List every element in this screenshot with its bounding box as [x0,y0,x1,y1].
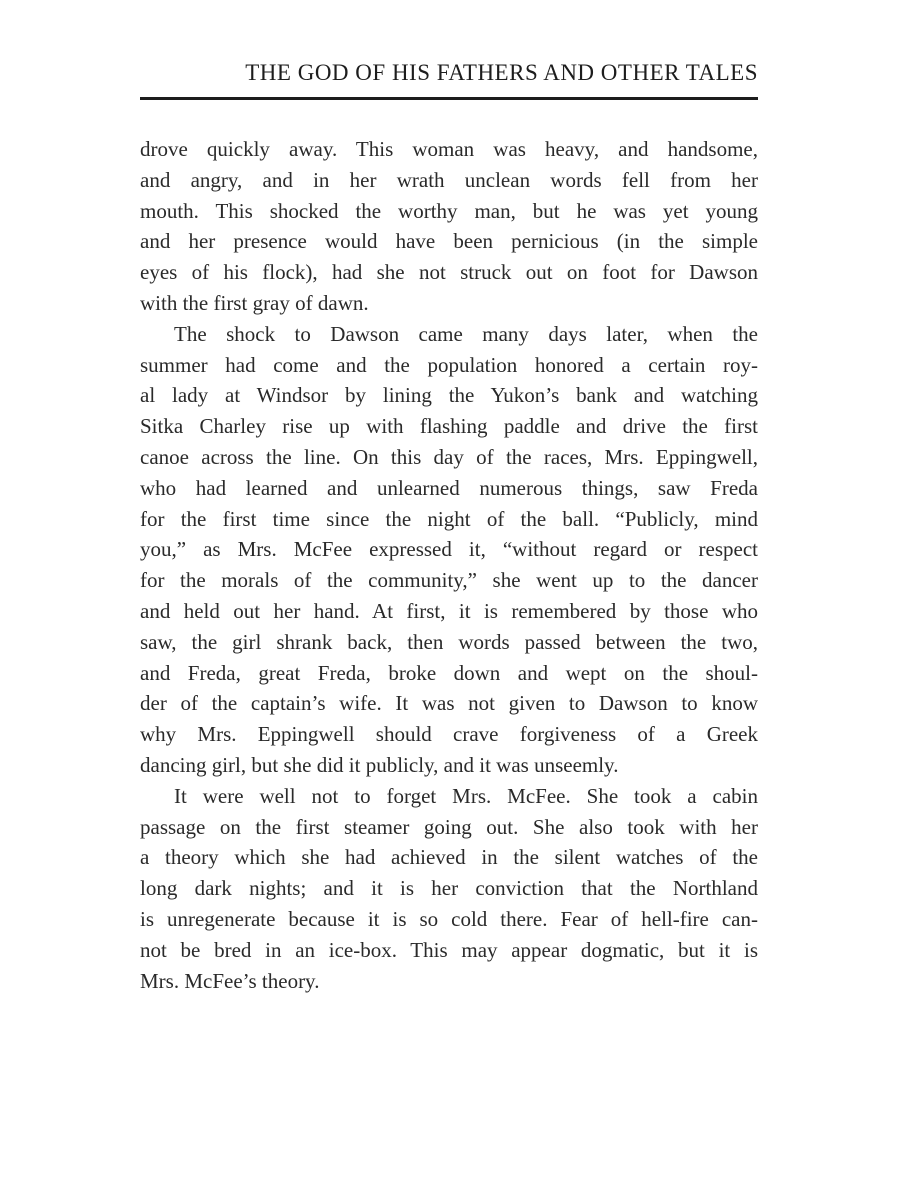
paragraph [140,319,758,781]
text-line: The shock to Dawson came many days later, when the [174,321,758,346]
text-line: and held out her hand. At first, it is remembered by those who [140,598,758,623]
text-line: for the first time since the night of the ball. “Publicly, mind [140,506,758,531]
text-line: with the first gray of dawn. [140,290,369,315]
text-line: drove quickly away. This woman was heavy, and handsome, [140,137,758,161]
page-column [140,0,758,996]
text-line: and her presence would have been pernicious (in the simple [140,229,758,254]
text-line: eyes of his flock), had she not struck out on foot for Dawson [140,260,758,285]
header-rule [140,97,758,100]
running-header-title: THE GOD OF HIS FATHERS AND OTHER TALES [245,60,758,85]
text-line: canoe across the line. On this day of the races, Mrs. Eppingwell, [140,444,758,469]
text-line: al lady at Windsor by lining the Yukon’s bank and watching [140,383,758,408]
paragraph [140,134,758,319]
text-line: long dark nights; and it is her conviction that the Northland [140,876,758,901]
text-line: who had learned and unlearned numerous things, saw Freda [140,475,758,500]
paragraph [140,781,758,997]
text-line: why Mrs. Eppingwell should crave forgiveness of a Greek [140,722,758,747]
text-line: der of the captain’s wife. It was not given to Dawson to know [140,691,758,716]
text-line: It were well not to forget Mrs. McFee. She took a cabin [174,783,758,808]
text-line: Mrs. McFee’s theory. [140,968,320,993]
page-body [140,134,758,996]
text-line: mouth. This shocked the worthy man, but he was yet young [140,198,758,223]
text-line: a theory which she had achieved in the silent watches of the [140,845,758,870]
text-line: dancing girl, but she did it publicly, and it was unseemly. [140,752,619,777]
text-line: saw, the girl shrank back, then words passed between the two, [140,629,758,654]
text-line: Sitka Charley rise up with flashing paddle and drive the first [140,414,758,439]
text-line: and angry, and in her wrath unclean words fell from her [140,167,758,192]
text-line: summer had come and the population honored a certain roy- [140,352,758,377]
text-line: not be bred in an ice-box. This may appear dogmatic, but it is [140,937,758,962]
text-line: for the morals of the community,” she went up to the dancer [140,568,758,593]
text-line: and Freda, great Freda, broke down and wept on the shoul- [140,660,758,685]
text-line: you,” as Mrs. McFee expressed it, “without regard or respect [140,537,758,562]
text-line: is unregenerate because it is so cold there. Fear of hell-fire can- [140,906,758,931]
text-line: passage on the first steamer going out. She also took with her [140,814,758,839]
